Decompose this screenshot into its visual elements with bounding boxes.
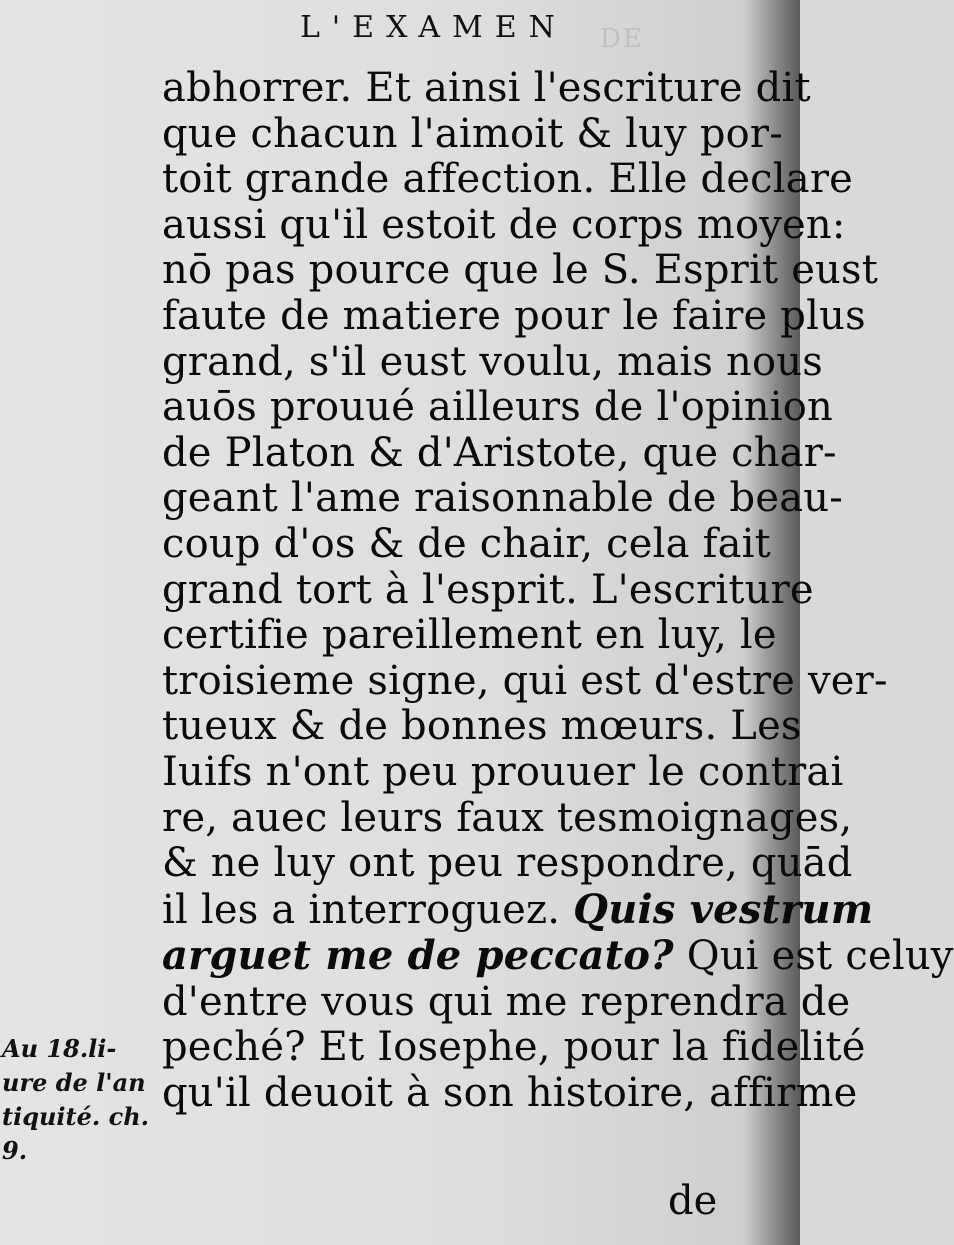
main-text-block bbox=[162, 65, 954, 1117]
text-line: abhorrer. Et ainsi l'escriture dit bbox=[162, 65, 811, 111]
text-line: grand tort à l'esprit. L'escriture bbox=[162, 566, 814, 613]
text-line: Iuifs n'ont peu prouuer le contrai bbox=[162, 748, 844, 795]
text-line: re, auec leurs faux tesmoignages, bbox=[162, 794, 853, 841]
text-line: qu'il deuoit à son histoire, affirme bbox=[162, 1070, 858, 1117]
text-line: peché? Et Iosephe, pour la fidelité bbox=[162, 1024, 866, 1071]
margin-note bbox=[2, 1032, 152, 1168]
text-line: grand, s'il eust voulu, mais nous bbox=[162, 338, 823, 385]
text-line: nō pas pource que le S. Esprit eust bbox=[162, 247, 879, 294]
margin-note-line: 9. bbox=[2, 1136, 28, 1165]
text-line: troisieme signe, qui est d'estre ver- bbox=[162, 657, 888, 704]
text-line: de Platon & d'Aristote, que char- bbox=[162, 429, 837, 476]
margin-note-line: ure de l'an bbox=[2, 1068, 146, 1097]
latin-quote: arguet me de peccato? bbox=[162, 932, 674, 980]
text-line: il les a interroguez. bbox=[162, 886, 561, 933]
text-line: certifie pareillement en luy, le bbox=[162, 612, 777, 659]
text-line: d'entre vous qui me reprendra de bbox=[162, 978, 851, 1025]
text-line: auōs prouué ailleurs de l'opinion bbox=[162, 384, 833, 431]
latin-quote: Quis vestrum bbox=[573, 885, 874, 933]
text-line-with-quote bbox=[162, 885, 874, 934]
margin-note-line: tiquité. ch. bbox=[2, 1102, 150, 1131]
text-line: Qui est celuy bbox=[686, 933, 954, 980]
text-line: aussi qu'il estoit de corps moyen: bbox=[162, 201, 846, 248]
text-line: tueux & de bonnes mœurs. Les bbox=[162, 703, 802, 750]
text-line: faute de matiere pour le faire plus bbox=[162, 292, 866, 339]
text-line: geant l'ame raisonnable de beau- bbox=[162, 475, 843, 522]
text-line: & ne luy ont peu respondre, quād bbox=[162, 840, 853, 887]
text-line: que chacun l'aimoit & luy por- bbox=[162, 110, 783, 157]
bleed-through-text: DE bbox=[600, 24, 644, 54]
text-line-with-quote bbox=[162, 932, 954, 980]
text-line: toit grande affection. Elle declare bbox=[162, 156, 854, 203]
margin-note-line: Au 18.li- bbox=[2, 1034, 117, 1063]
catchword: de bbox=[668, 1178, 718, 1224]
text-line: coup d'os & de chair, cela fait bbox=[162, 520, 771, 567]
running-header: L'EXAMEN bbox=[300, 10, 567, 45]
